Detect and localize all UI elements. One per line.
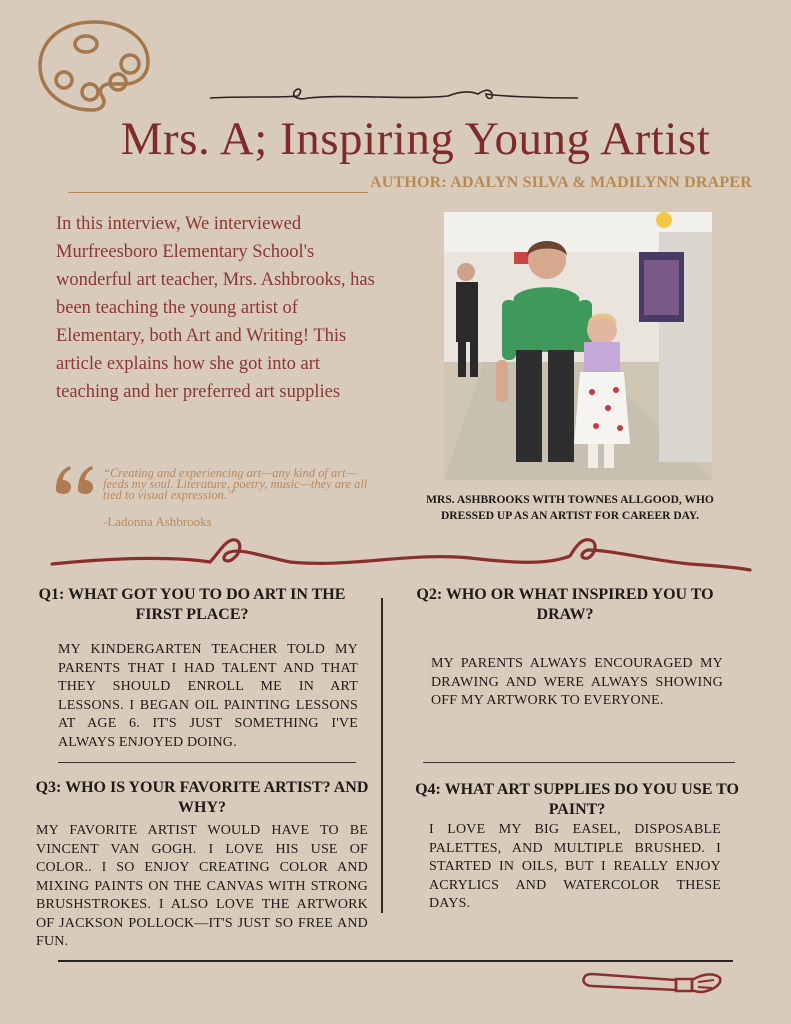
answer-4: I LOVE MY BIG EASEL, DISPOSABLE PALETTES, AND MULTIPLE BRUSHED. I STARTED IN OILS, BUT I REALLY ENJOY ACRYLICS AND WATERCOLOR THESE DAYS. <box>429 822 721 911</box>
author-rule <box>68 192 368 193</box>
photo-caption-line-2: DRESSED UP AS AN ARTIST FOR CAREER DAY. <box>441 510 699 522</box>
answer-2: MY PARENTS ALWAYS ENCOURAGED MY DRAWING AND WERE ALWAYS SHOWING OFF MY ARTWORK TO EVERYONE. <box>431 656 723 708</box>
question-4: Q4: WHAT ART SUPPLIES DO YOU USE TO PAINT? <box>415 781 739 818</box>
right-row-divider <box>423 762 735 763</box>
teacher-photo <box>444 212 712 480</box>
question-3: Q3: WHO IS YOUR FAVORITE ARTIST? AND WHY? <box>35 779 369 816</box>
question-1: Q1: WHAT GOT YOU TO DO ART IN THE FIRST PLACE? <box>38 586 346 623</box>
answer-3: MY FAVORITE ARTIST WOULD HAVE TO BE VINCENT VAN GOGH. I LOVE HIS USE OF COLOR.. I SO ENJOY CREATING COLOR AND MIXING PAINTS ON THE CANVAS WITH STRONG BRUSHSTROKES. I ALSO LOVE THE ARTWORK OF JACKSON POLLOCK—IT'S JUST SO FREE AND FUN. <box>36 823 368 949</box>
top-flourish-divider <box>208 84 580 108</box>
photo-caption <box>420 492 720 524</box>
quote-mark-icon <box>52 456 100 496</box>
section-flourish-divider <box>50 534 752 580</box>
paintbrush-icon <box>580 968 724 1000</box>
palette-icon <box>36 18 152 114</box>
pull-quote: “Creating and experiencing art—any kind of art—feeds my soul. Literature, poetry, music—they are all tied to visual expression.” <box>103 466 368 502</box>
intro-paragraph: In this interview, We interviewed Murfreesboro Elementary School's wonderful art teacher, Mrs. Ashbrooks, has been teaching the young artist of Elementary, both Art and Writing! This article explains how she got into art teaching and her preferred art supplies <box>56 214 375 402</box>
column-divider <box>381 598 383 913</box>
author-line: AUTHOR: ADALYN SILVA & MADILYNN DRAPER <box>370 174 753 191</box>
answer-1: MY KINDERGARTEN TEACHER TOLD MY PARENTS THAT I HAD TALENT AND THAT THEY SHOULD ENROLL ME IN ART LESSONS. I BEGAN OIL PAINTING LESSONS AT AGE 6. IT'S JUST SOMETHING I'VE ALWAYS ENJOYED DOING. <box>58 642 358 750</box>
photo-caption-line-1: MRS. ASHBROOKS WITH TOWNES ALLGOOD, WHO <box>426 494 714 506</box>
pull-quote-attribution: -Ladonna Ashbrooks <box>103 514 212 529</box>
question-2: Q2: WHO OR WHAT INSPIRED YOU TO DRAW? <box>416 586 714 623</box>
page-title: Mrs. A; Inspiring Young Artist <box>120 113 711 165</box>
bottom-rule <box>58 960 733 962</box>
left-row-divider <box>58 762 356 763</box>
